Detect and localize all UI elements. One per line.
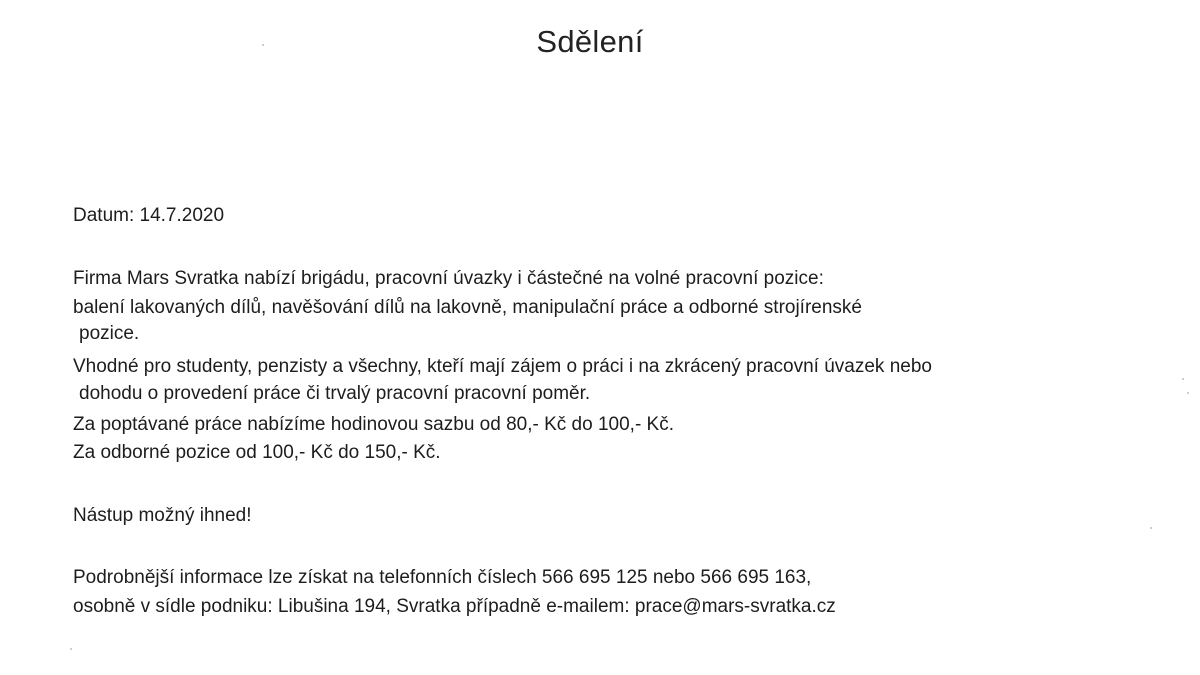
body-line: Vhodné pro studenty, penzisty a všechny, kteří mají zájem o práci i na zkrácený pracovní úvazek nebo — [73, 356, 932, 377]
body-line: balení lakovaných dílů, navěšování dílů na lakovně, manipulační práce a odborné strojírenské — [73, 297, 862, 318]
scan-speck — [1187, 392, 1189, 394]
body-line: Za poptávané práce nabízíme hodinovou sazbu od 80,- Kč do 100,- Kč. — [73, 414, 674, 435]
body-line: dohodu o provedení práce či trvalý pracovní pracovní poměr. — [79, 383, 591, 404]
scan-speck — [70, 648, 72, 650]
body-line: Za odborné pozice od 100,- Kč do 150,- Kč. — [73, 442, 441, 463]
start-line: Nástup možný ihned! — [73, 505, 252, 526]
body-line: Firma Mars Svratka nabízí brigádu, pracovní úvazky i částečné na volné pracovní pozice: — [73, 268, 824, 289]
body-line: pozice. — [79, 323, 140, 344]
scan-speck — [262, 44, 264, 46]
contact-line: Podrobnější informace lze získat na telefonních číslech 566 695 125 nebo 566 695 163, — [73, 567, 812, 588]
scan-speck — [1150, 527, 1152, 529]
document-title: Sdělení — [536, 24, 644, 59]
date-line: Datum: 14.7.2020 — [73, 205, 225, 226]
scan-speck — [1182, 378, 1184, 380]
contact-line: osobně v sídle podniku: Libušina 194, Svratka případně e-mailem: prace@mars-svratka.cz — [73, 596, 836, 617]
